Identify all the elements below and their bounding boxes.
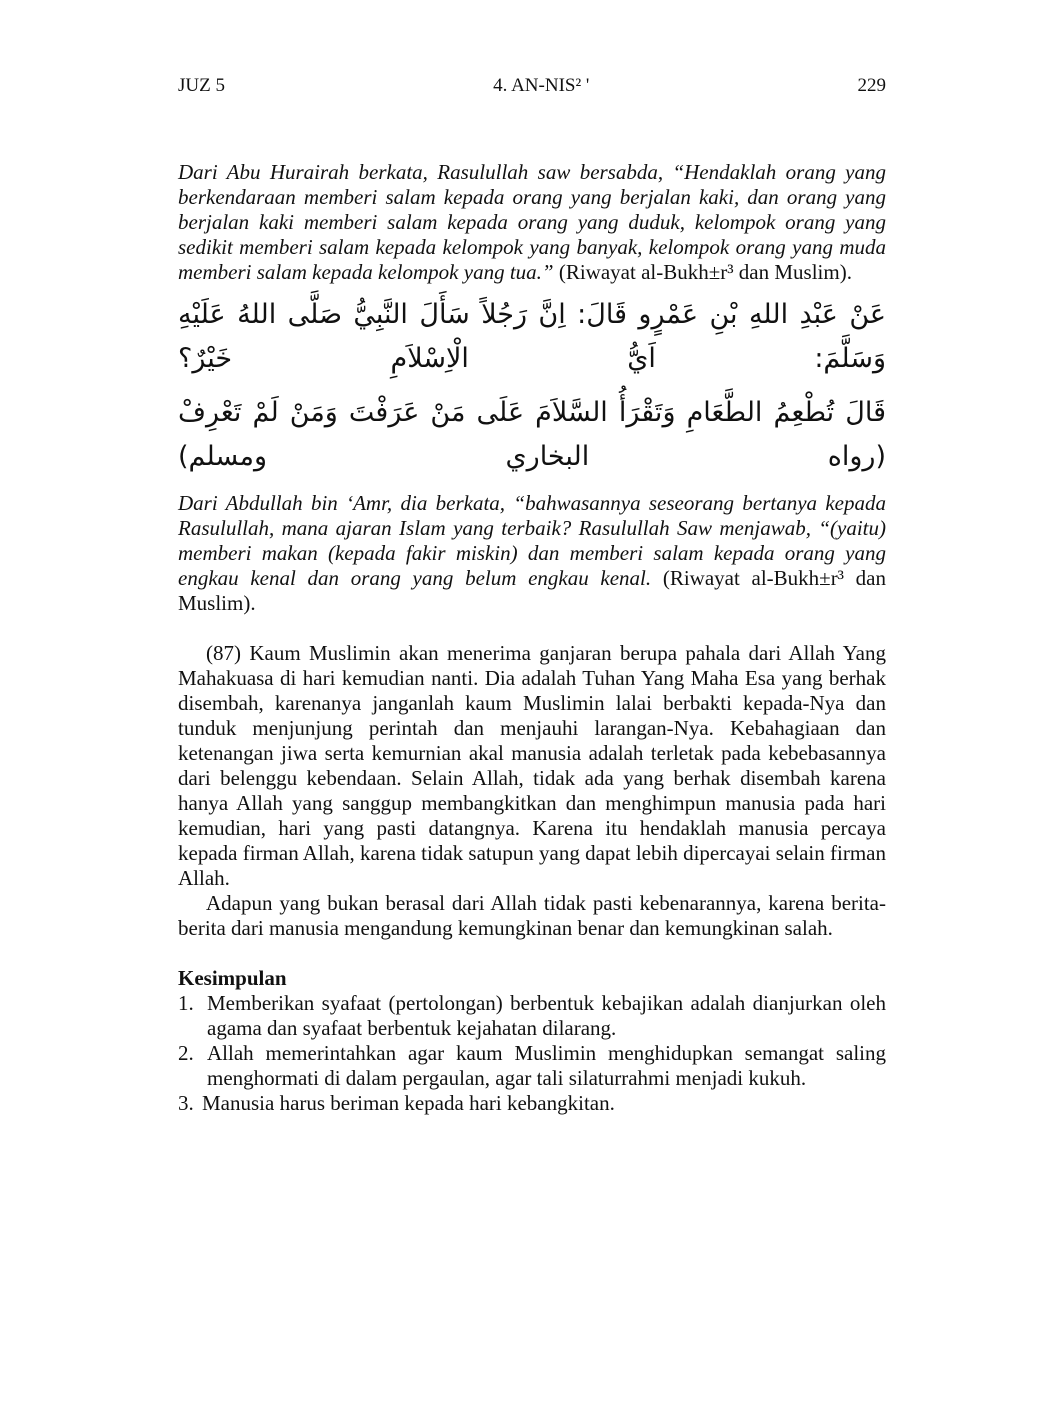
running-header bbox=[178, 74, 886, 98]
hadith-1 bbox=[178, 160, 886, 285]
hadith-2-source: (Riwayat al-Bukh±r³ dan Muslim). bbox=[178, 566, 886, 615]
arabic-hadith bbox=[178, 293, 886, 479]
conclusion-heading: Kesimpulan bbox=[178, 966, 287, 990]
list-item: 1. Memberikan syafaat (pertolongan) berbentuk kebajikan adalah dianjurkan oleh agama dan syafaat berbentuk kejahatan dilarang. bbox=[178, 991, 886, 1040]
hadith-2-text: Dari Abdullah bin ‘Amr, dia berkata, “bahwasannya seseorang bertanya kepada Rasulullah, mana ajaran Islam yang terbaik? Rasulullah Saw menjawab, “(yaitu) memberi makan (kepada fakir miskin) dan memberi salam kepada orang yang engkau kenal dan orang yang belum engkau kenal. bbox=[178, 491, 886, 590]
hadith-1-text: Dari Abu Hurairah berkata, Rasulullah saw bersabda, “Hendaklah orang yang berkendaraan memberi salam kepada orang yang berjalan kaki, dan orang yang berjalan kaki memberi salam kepada orang yang duduk, kelompok orang yang sedikit memberi salam kepada kelompok yang banyak, kelompok orang yang muda memberi salam kepada kelompok yang tua.” bbox=[178, 160, 886, 284]
hadith-2 bbox=[178, 491, 886, 616]
conclusion-list bbox=[178, 991, 886, 1116]
arabic-line-2: قَالَ تُطْعِمُ الطَّعَامِ وَتَقْرَأُ السَّلاَمَ عَلَى مَنْ عَرَفْتَ وَمَنْ لَمْ تَعْرِفْ (رواه البخاري ومسلم) bbox=[178, 397, 886, 472]
juz-label: JUZ 5 bbox=[178, 75, 225, 96]
chapter-title: 4. AN-NIS² ' bbox=[493, 75, 590, 96]
hadith-1-source: (Riwayat al-Bukh±r³ dan Muslim). bbox=[553, 260, 852, 284]
commentary bbox=[178, 641, 886, 941]
paragraph-87: (87) Kaum Muslimin akan menerima ganjaran berupa pahala dari Allah Yang Mahakuasa di hari kemudian nanti. Dia adalah Tuhan Yang Maha Esa yang berhak disembah, karenanya janganlah kaum Muslimin lalai berbakti kepada-Nya dan tunduk menjunjung perintah dan menjauhi larangan-Nya. Kebahagiaan dan ketenangan jiwa serta kemurnian akal manusia adalah terletak pada kebebasannya dari belenggu kebendaan. Selain Allah, tidak ada yang berhak disembah karena hanya Allah yang sanggup membangkitkan dan menghimpun manusia pada hari kemudian, hari yang pasti datangnya. Karena itu hendaklah manusia percaya kepada firman Allah, karena tidak satupun yang dapat lebih dipercayai selain firman Allah. bbox=[178, 641, 886, 890]
list-item: 3. Manusia harus beriman kepada hari kebangkitan. bbox=[178, 1091, 615, 1115]
page-number: 229 bbox=[857, 75, 886, 96]
paragraph-2: Adapun yang bukan berasal dari Allah tidak pasti kebenarannya, karena berita-berita dari manusia mengandung kemungkinan benar dan kemungkinan salah. bbox=[178, 891, 886, 940]
conclusion-section bbox=[178, 966, 886, 1116]
text-column bbox=[178, 160, 886, 1156]
arabic-line-1: عَنْ عَبْدِ اللهِ بْنِ عَمْرٍو قَالَ: اِنَّ رَجُلاً سَأَلَ النَّبِيُّ صَلَّى اللهُ عَلَيْهِ وَسَلَّمَ: اَيُّ الْاِسْلاَمِ خَيْرٌ؟ bbox=[178, 299, 886, 374]
list-item: 2. Allah memerintahkan agar kaum Muslimin menghidupkan semangat saling menghormati di dalam pergaulan, agar tali silaturrahmi menjadi kukuh. bbox=[178, 1041, 886, 1090]
